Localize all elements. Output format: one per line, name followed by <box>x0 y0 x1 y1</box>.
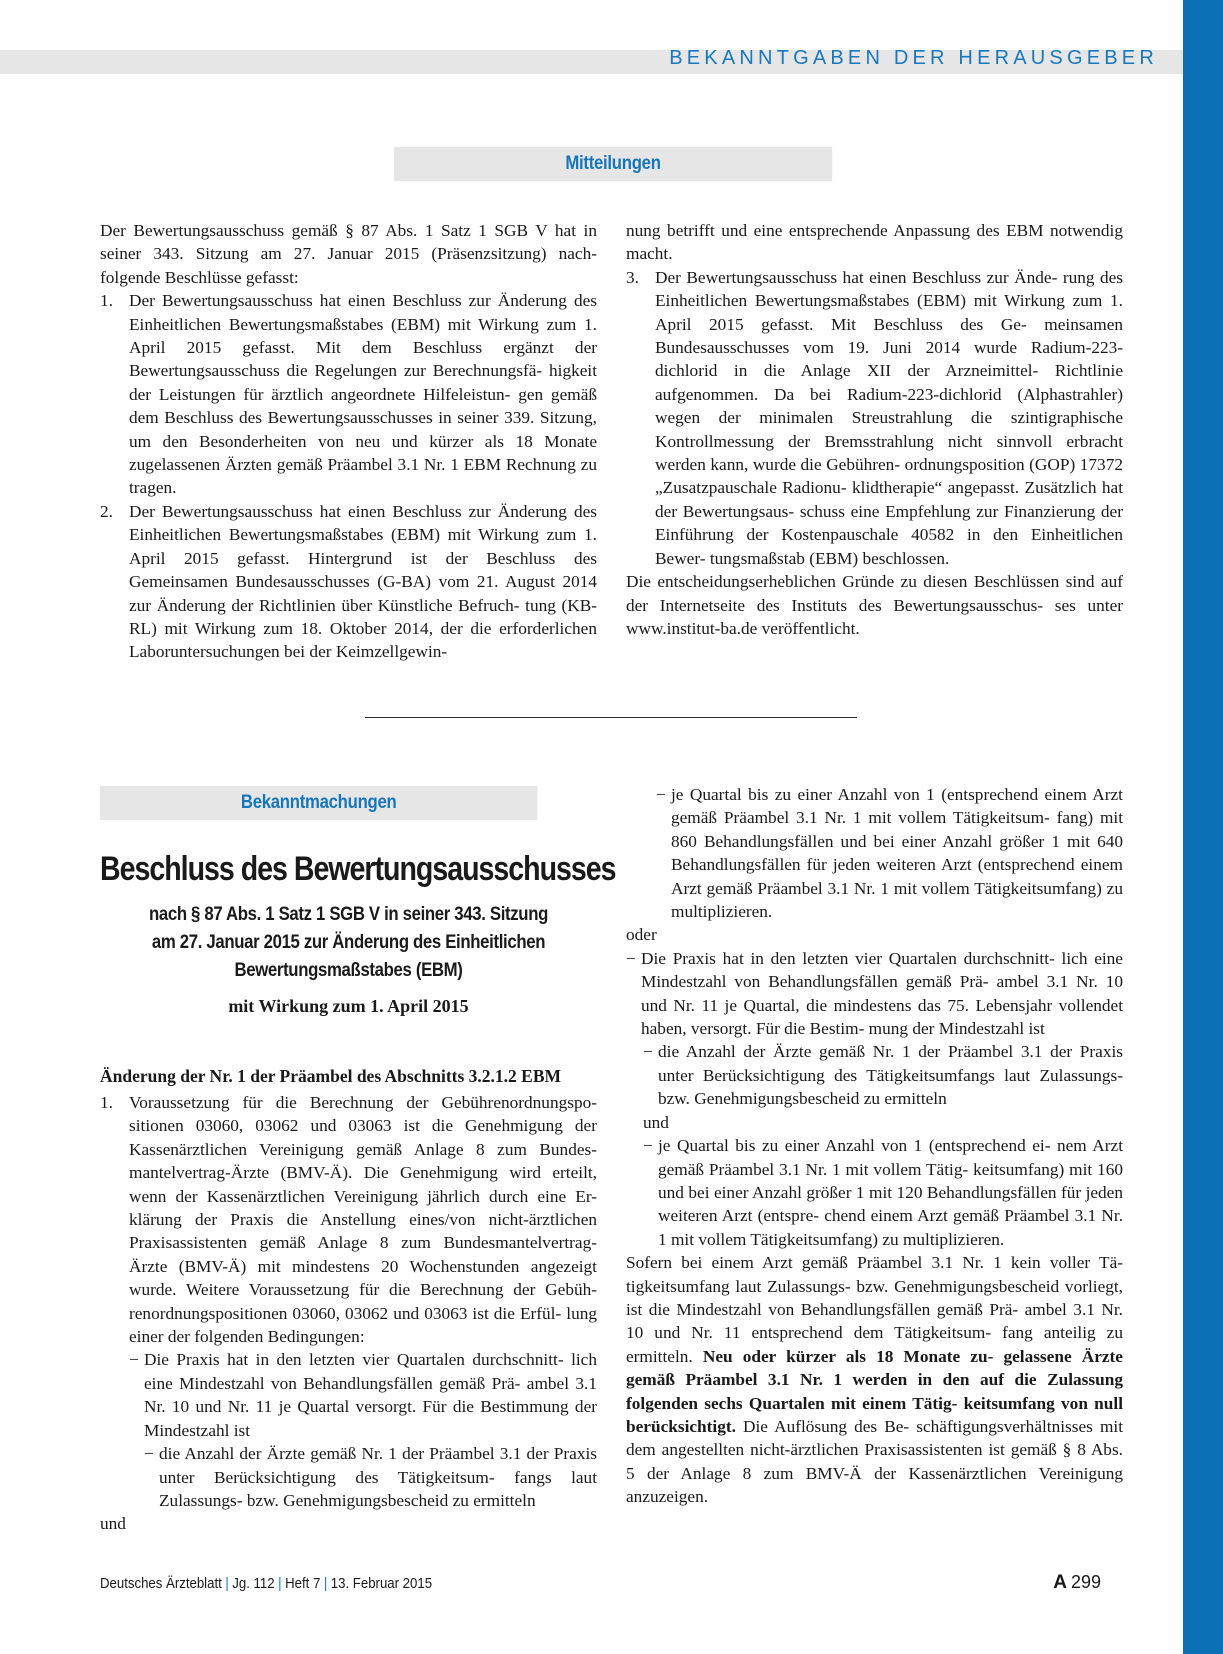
list-item: 3. Der Bewertungsausschuss hat einen Beschluss zur Ände- rung des Einheitlichen Bewertungsmaßstabes (EBM) mit Wirkung zum 1. April 2015 gefasst. Mit Beschluss des Ge- meinsamen Bundesausschusses vom 19. Juni 2014 wurde Radium-223-dichlorid in die Anlage XII der Arzneimittel- Richtlinie aufgenommen. Da bei Radium-223-dichlorid (Alphastrahler) wegen der minimalen Streustrahlung die szintigraphische Kontrollmessung der Bremsstrahlung nicht sinnvoll erbracht werden kann, wurde die Gebühren- ordnungsposition (GOP) 17372 „Zusatzpauschale Radionu- klidtherapie“ angepasst. Zusätzlich hat der Bewertungsaus- schuss eine Empfehlung zur Finanzierung der Einführung der Kostenpauschale 40582 in den Einheitlichen Bewer- tungsmaßstab (EBM) beschlossen. <box>626 267 1124 568</box>
condition-subitem: − die Anzahl der Ärzte gemäß Nr. 1 der Präambel 3.1 der Praxis unter Berücksichtigung des Tätigkeitsum- fangs laut Zulassungs- bzw. Genehmigungsbescheid zu ermitteln <box>144 1442 597 1512</box>
section-divider <box>365 717 857 718</box>
issue-date: 13. Februar 2015 <box>330 1575 433 1592</box>
intro-text: Der Bewertungsausschuss gemäß § 87 Abs. 1 Satz 1 SGB V hat in seiner 343. Sitzung am 27. Januar 2015 (Präsenzsitzung) nach- folgende Beschlüsse gefasst: <box>100 221 597 287</box>
mitteilungen-right-column <box>626 219 1123 640</box>
header-title: BEKANNTGABEN DER HERAUSGEBER <box>669 47 1158 69</box>
conjunction-text: und <box>100 1514 126 1534</box>
journal-issue: Heft 7 <box>285 1575 321 1592</box>
journal-volume: Jg. 112 <box>232 1575 275 1592</box>
conjunction-text: oder <box>626 925 657 945</box>
condition-item: − Die Praxis hat in den letzten vier Quartalen durchschnitt- lich eine Mindestzahl von Behandlungsfällen gemäß Prä- ambel 3.1 Nr. 10 und Nr. 11 je Quartal versorgt. Für die Bestimmung der Mindestzahl ist <box>129 1348 597 1442</box>
section-heading: Änderung der Nr. 1 der Präambel des Abschnitts 3.2.1.2 EBM <box>100 1066 562 1086</box>
closing-text: Die entscheidungserheblichen Gründe zu diesen Beschlüssen sind auf der Internetseite des Instituts des Bewertungsausschus- ses unter www.institut-ba.de veröffentlicht. <box>626 572 1124 638</box>
list-item: 2. Der Bewertungsausschuss hat einen Beschluss zur Änderung des Einheitlichen Bewertungsmaßstabes (EBM) mit Wirkung zum 1. April 2015 gefasst. Hintergrund ist der Beschluss des Gemeinsamen Bundesausschusses (G-BA) vom 21. August 2014 zur Änderung der Richtlinien über Künstliche Befruch- tung (KB-RL) mit Wirkung zum 18. Oktober 2014, der die erforderlichen Laboruntersuchungen bei der Keimzellgewin- <box>100 501 598 662</box>
bold-notice: Neu oder kürzer als 18 Monate zu- gelassene Ärzte gemäß Präambel 3.1 Nr. 1 werden in den auf die Zulassung folgenden sechs Quartalen mit einem Tätig- keitsumfang von null berücksichtigt. <box>626 1346 1123 1436</box>
condition-subitem: − die Anzahl der Ärzte gemäß Nr. 1 der Präambel 3.1 der Praxis unter Berücksichtigung des Tätigkeitsumfangs laut Zulassungs- bzw. Genehmigungsbescheid zu ermitteln <box>643 1040 1123 1110</box>
list-item: 1. Der Bewertungsausschuss hat einen Beschluss zur Änderung des Einheitlichen Bewertungsmaßstabes (EBM) mit Wirkung zum 1. April 2015 gefasst. Mit dem Beschluss ergänzt der Bewertungsausschuss die Regelungen zur Berechnungsfä- higkeit der Leistungen für ärztlich angeordnete Hilfeleistun- gen gemäß dem Beschluss des Bewertungsausschusses in seiner 339. Sitzung, um den Besonderheiten von neu und kürzer als 18 Monate zugelassenen Ärzten gemäß Präambel 3.1 Nr. 1 EBM Rechnung zu tragen. <box>100 291 598 498</box>
side-accent-bar <box>1183 0 1223 1654</box>
footer-citation: Deutsches Ärzteblatt | Jg. 112 | Heft 7 | 13. Februar 2015 <box>100 1575 433 1592</box>
condition-subitem: − je Quartal bis zu einer Anzahl von 1 (entsprechend einem Arzt gemäß Präambel 3.1 Nr. 1 mit vollem Tätigkeitsum- fang) mit 860 Behandlungsfällen und bei einer Anzahl größer 1 mit 640 Behandlungsfällen für jeden weiteren Arzt (entsprechend einem Arzt gemäß Präambel 3.1 Nr. 1 mit vollem Tätigkeitsumfang) zu multiplizieren. <box>656 783 1123 923</box>
article-title: Beschluss des Bewertungsausschusses <box>100 850 616 888</box>
list-item: 1. Voraussetzung für die Berechnung der Gebührenordnungspo- sitionen 03060, 03062 und 03063 ist die Genehmigung der Kassenärztlichen Vereinigung gemäß Anlage 8 zum Bundes- mantelvertrag-Ärzte (BMV-Ä). Die Genehmigung wird erteilt, wenn der Kassenärztlichen Vereinigung jährlich durch eine Er- klärung der Praxis die Anstellung eines/von nicht-ärztlichen Praxisassistenten gemäß Anlage 8 zum Bundesmantelvertrag- Ärzte (BMV-Ä) mit mindestens 20 Wochenstunden angezeigt wurde. Weitere Voraussetzung für die Berechnung der Gebüh- renordnungspositionen 03060, 03062 und 03063 ist die Erfül- lung einer der folgenden Bedingungen: <box>100 1093 597 1347</box>
section-label-mitteilungen: Mitteilungen <box>394 147 832 181</box>
page-number: A 299 <box>1053 1572 1101 1593</box>
journal-name: Deutsches Ärzteblatt <box>100 1575 222 1592</box>
final-paragraph: Sofern bei einem Arzt gemäß Präambel 3.1 Nr. 1 kein voller Tä- tigkeitsumfang laut Zulassungs- bzw. Genehmigungsbescheid vorliegt, ist die Mindestzahl von Behandlungsfällen gemäß Prä- ambel 3.1 Nr. 10 und Nr. 11 entsprechend dem Tätigkeitsum- fang anteilig zu ermitteln. Neu oder kürzer als 18 Monate zu- gelassene Ärzte gemäß Präambel 3.1 Nr. 1 werden in den auf die Zulassung folgenden sechs Quartalen mit einem Tätig- keitsumfang von null berücksichtigt. Die Auflösung des Be- schäftigungsverhältnisses mit dem angestellten nicht-ärztlichen Praxisassistenten ist gemäß § 8 Abs. 5 der Anlage 8 zum BMV-Ä der Kassenärztlichen Vereinigung anzuzeigen. <box>626 1253 1123 1507</box>
article-subtitle: nach § 87 Abs. 1 Satz 1 SGB V in seiner 343. Sitzung am 27. Januar 2015 zur Änderung des Einheitlichen Bewertungsmaßstabes (EBM) <box>148 903 549 981</box>
section-label-bekanntmachungen: Bekanntmachungen <box>100 786 537 820</box>
bekanntmachungen-right-column <box>626 783 1123 1509</box>
mitteilungen-left-column <box>100 219 597 664</box>
effective-date: mit Wirkung zum 1. April 2015 <box>228 996 469 1016</box>
condition-item: − Die Praxis hat in den letzten vier Quartalen durchschnitt- lich eine Mindestzahl von Behandlungsfällen gemäß Prä- ambel 3.1 Nr. 10 und Nr. 11 je Quartal, die mindestens das 75. Lebensjahr vollendet haben, versorgt. Für die Bestim- mung der Mindestzahl ist <box>626 947 1123 1041</box>
list-item-continuation: nung betrifft und eine entsprechende Anpassung des EBM notwendig macht. <box>626 221 1123 264</box>
bekanntmachungen-left-column <box>100 1091 597 1536</box>
conjunction-text: und <box>643 1112 669 1132</box>
condition-subitem: − je Quartal bis zu einer Anzahl von 1 (entsprechend ei- nem Arzt gemäß Präambel 3.1 Nr. 1 mit vollem Tätig- keitsumfang) mit 160 und bei einer Anzahl größer 1 mit 120 Behandlungsfällen für jeden weiteren Arzt (entspre- chend einem Arzt gemäß Präambel 3.1 Nr. 1 mit vollem Tätigkeitsumfang) zu multiplizieren. <box>643 1134 1123 1251</box>
